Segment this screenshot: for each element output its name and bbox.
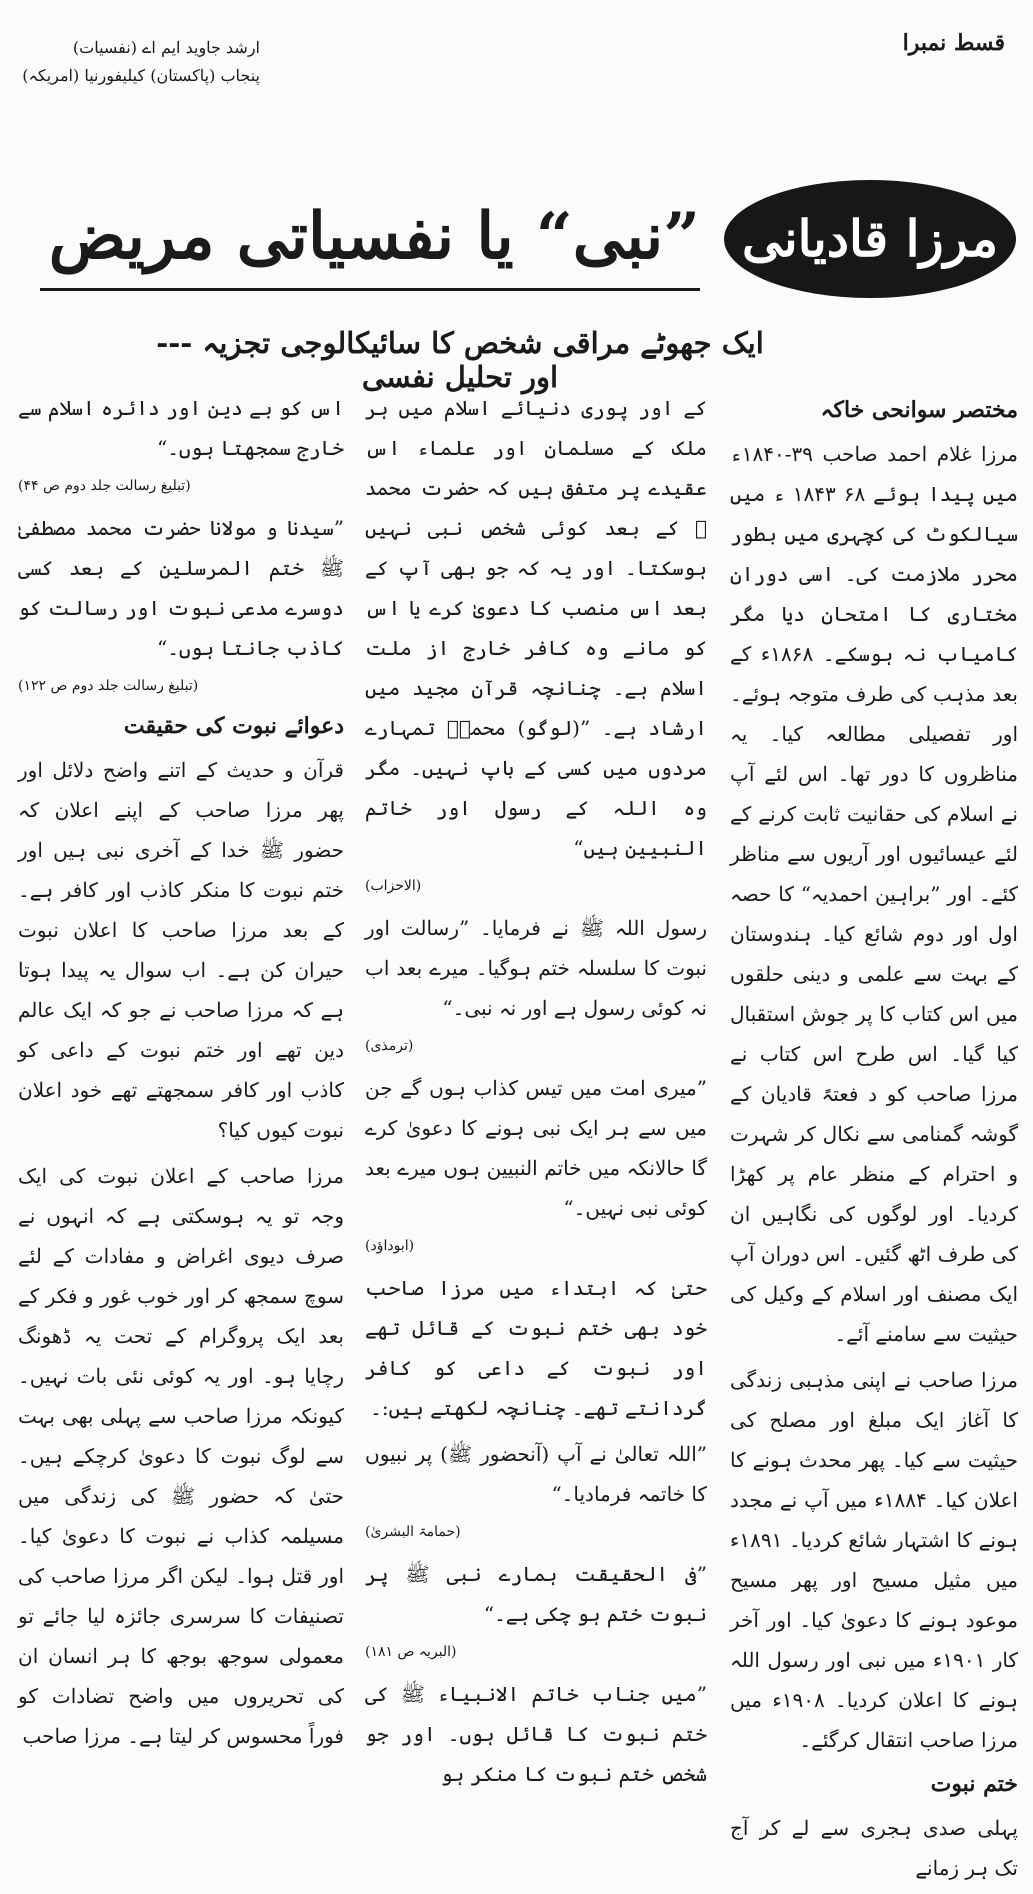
citation: (تبلیغ رسالت جلد دوم ص ۱۲۲) xyxy=(18,678,199,694)
headline-title: ”نبی“ یا نفسیاتی مریض xyxy=(48,199,700,274)
quote: ”فی الحقیقت ہمارے نبی ﷺ پر نبوت ختم ہو چکی ہے۔“ xyxy=(365,1562,707,1626)
citation: (الاحزاب) xyxy=(365,878,422,894)
column-left xyxy=(18,388,344,1762)
section-heading-finality: ختم نبوت xyxy=(930,1771,1018,1797)
subtitle: ایک جھوٹے مراقی شخص کا سائیکالوجی تجزیہ --- اور تحلیل نفسی xyxy=(156,326,764,394)
paragraph: پہلی صدی ہجری سے لے کر آج تک ہر زمانے xyxy=(730,1816,1018,1880)
citation: (البریہ ص ۱۸۱) xyxy=(365,1644,457,1660)
paragraph: حتیٰ کہ ابتداء میں مرزا صاحب خود بھی ختم نبوت کے قائل تھے اور نبوت کے داعی کو کافر گردانتے تھے۔ چنانچہ لکھتے ہیں:۔ xyxy=(365,1276,707,1420)
quote: ”سیدنا و مولانا حضرت محمد مصطفیٰ ﷺ ختم المرسلین کے بعد کسی دوسرے مدعی نبوت اور رسالت کو کاذب جانتا ہوں۔“ xyxy=(18,516,344,660)
quote: ”اللہ تعالیٰ نے آپ (آنحضور ﷺ) پر نبیوں کا خاتمہ فرمادیا۔“ xyxy=(365,1442,707,1506)
citation: (تبلیغ رسالت جلد دوم ص ۴۴) xyxy=(18,478,191,494)
headline-oval: مرزا قادیانی xyxy=(724,180,1016,298)
paragraph: مرزا غلام احمد صاحب ۳۹-۱۸۴۰ء میں پیدا ہوئے ۶۸ ۱۸۴۳ ء میں سیالکوٹ کی کچہری میں بطور محرر ملازمت کی۔ اسی دوران مختاری کا امتحان دیا مگر کامیاب نہ ہوسکے۔ ۱۸۶۸ء کے بعد مذہب کی طرف متوجہ ہوئے۔ اور تفصیلی مطالعہ کیا۔ یہ مناظروں کا دور تھا۔ اس لئے آپ نے اسلام کی حقانیت ثابت کرنے کے لئے عیسائیوں اور آریوں سے مناظر کئے۔ اور ”براہین احمدیہ“ کا حصہ اول اور دوم شائع کیا۔ ہندوستان کے بہت سے علمی و دینی حلقوں میں اس کتاب کا پر جوش استقبال کیا گیا۔ اس طرح اس کتاب نے مرزا صاحب کو د فعتہً قادیان کے گوشہ گمنامی سے نکال کر شہرت و احترام کے منظر عام پر کھڑا کردیا۔ اور لوگوں کی نگاہیں ان کی طرف اٹھ گئیں۔ اس دوران آپ ایک مصنف اور اسلام کے وکیل کی حیثیت سے سامنے آئے۔ xyxy=(730,442,1019,1346)
citation: (ترمذی) xyxy=(365,1038,414,1054)
paragraph: قرآن و حدیث کے اتنے واضح دلائل اور پھر مرزا صاحب کے اپنے اعلان کہ حضور ﷺ خدا کے آخری نبی ہیں اور ختم نبوت کا منکر کاذب اور کافر ہے۔ کے بعد مرزا صاحب کا اعلان نبوت حیران کن ہے۔ اب سوال یہ پیدا ہوتا ہے کہ مرزا صاحب نے جو کہ ایک عالم دین تھے اور ختم نبوت کے داعی کو کاذب اور کافر سمجھتے تھے خود اعلان نبوت کیوں کیا؟ xyxy=(18,758,344,1142)
author-byline xyxy=(20,34,260,90)
paragraph: رسول اللہ ﷺ نے فرمایا۔ ”رسالت اور نبوت کا سلسلہ ختم ہوگیا۔ میرے بعد اب نہ کوئی رسول ہے اور نہ نبی۔“ xyxy=(365,916,707,1020)
citation: (ابوداؤد) xyxy=(365,1238,415,1254)
episode-label: قسط نمبرا xyxy=(902,30,1005,56)
column-middle xyxy=(365,388,707,1800)
author-name: ارشد جاوید ایم اے (نفسیات) xyxy=(72,38,260,57)
paragraph: اس کو بے دین اور دائرہ اسلام سے خارج سمجھتا ہوں۔“ xyxy=(18,396,344,460)
citation: (حمامۃ البشریٰ) xyxy=(365,1524,461,1540)
quote: ”میں جناب خاتم الانبیاء ﷺ کی ختم نبوت کا قائل ہوں۔ اور جو شخص ختم نبوت کا منکر ہو xyxy=(365,1682,707,1786)
title-banner xyxy=(0,170,1033,300)
paragraph: ”میری امت میں تیس کذاب ہوں گے جن میں سے ہر ایک نبی ہونے کا دعویٰ کرے گا حالانکہ میں خاتم النبیین ہوں میرے بعد کوئی نبی نہیں۔“ xyxy=(365,1076,707,1220)
paragraph: مرزا صاحب نے اپنی مذہبی زندگی کا آغاز ایک مبلغ اور مصلح کی حیثیت سے کیا۔ پھر محدث ہونے کا اعلان کیا۔ ۱۸۸۴ء میں آپ نے مجدد ہونے کا اشتہار شائع کردیا۔ ۱۸۹۱ء میں مثیل مسیح اور پھر مسیح موعود ہونے کا دعویٰ کیا۔ اور آخر کار ۱۹۰۱ء میں نبی اور رسول اللہ ہونے کا اعلان کردیا۔ ۱۹۰۸ء میں مرزا صاحب انتقال کرگئے۔ xyxy=(730,1368,1018,1752)
paragraph: کے اور پوری دنیائے اسلام میں ہر ملک کے مسلمان اور علماء اس عقیدے پر متفق ہیں کہ حضرت محمد ﷺ کے بعد کوئی شخص نبی نہیں ہوسکتا۔ اور یہ کہ جو بھی آپ کے بعد اس منصب کا دعویٰ کرے یا اس کو مانے وہ کافر خارج از ملت اسلام ہے۔ چنانچہ قرآن مجید میں ارشاد ہے۔ ”(لوگو) محمدؐ تمہارے مردوں میں کسی کے باپ نہیں۔ مگر وہ اللہ کے رسول اور خاتم النبیین ہیں“ xyxy=(365,396,707,860)
column-right xyxy=(730,388,1018,1894)
section-heading-claim: دعوائے نبوت کی حقیقت xyxy=(123,713,344,739)
section-heading-bio: مختصر سوانحی خاکہ xyxy=(820,397,1018,423)
paragraph: مرزا صاحب کے اعلان نبوت کی ایک وجہ تو یہ ہوسکتی ہے کہ انہوں نے صرف دیوی اغراض و مفادات کے لئے سوچ سمجھ کر اور خوب غور و فکر کے بعد ایک پروگرام کے تحت یہ ڈھونگ رچایا ہو۔ اور یہ کوئی نئی بات نہیں۔ کیونکہ مرزا صاحب سے پہلی بھی بہت سے لوگ نبوت کا دعویٰ کرچکے ہیں۔ حتیٰ کہ حضور ﷺ کی زندگی میں مسیلمہ کذاب نے نبوت کا دعویٰ کیا۔ اور قتل ہوا۔ لیکن اگر مرزا صاحب کی تصنیفات کا سرسری جائزہ لیا جائے تو معمولی سوجھ بوجھ کا ہر انسان ان کی تحریروں میں واضح تضادات کو فوراً محسوس کر لیتا ہے۔ مرزا صاحب xyxy=(18,1164,344,1748)
author-location: پنجاب (پاکستان) کیلیفورنیا (امریکہ) xyxy=(22,66,260,85)
headline-rule xyxy=(40,288,700,291)
